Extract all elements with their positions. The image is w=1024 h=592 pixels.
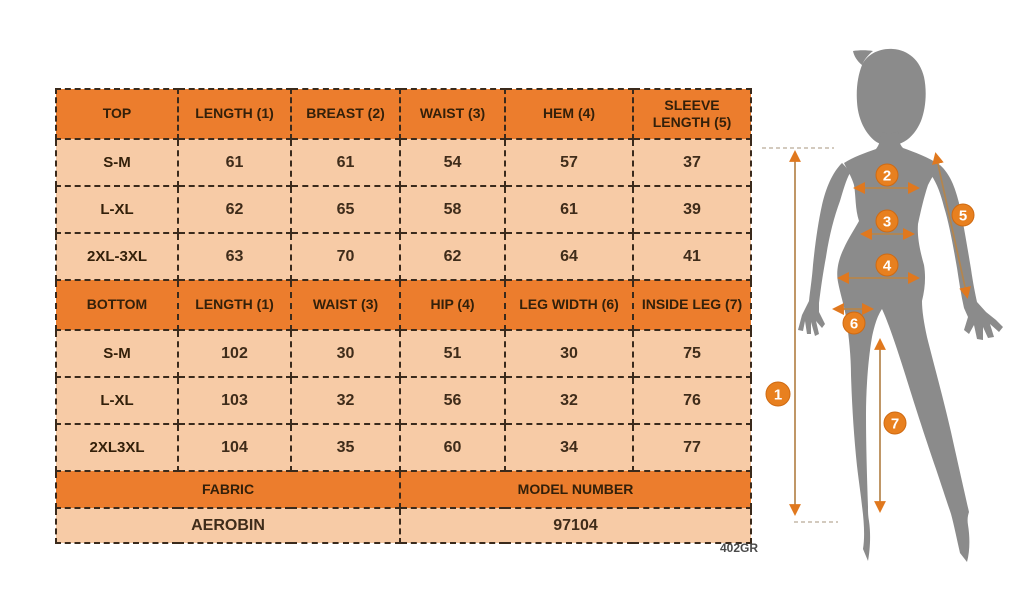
size-chart-table bbox=[55, 88, 752, 544]
row-label: S-M bbox=[56, 330, 178, 377]
row-label: L-XL bbox=[56, 377, 178, 424]
row-label: 2XL3XL bbox=[56, 424, 178, 471]
header-cell-sleeve-length: SLEEVE LENGTH (5) bbox=[633, 89, 751, 139]
header-cell-bottom: BOTTOM bbox=[56, 280, 178, 330]
measure-marker-5 bbox=[952, 204, 974, 226]
marker-number: 2 bbox=[882, 167, 892, 185]
header-cell-breast: BREAST (2) bbox=[291, 89, 400, 139]
size-cell: 103 bbox=[178, 377, 291, 424]
header-cell-waist: WAIST (3) bbox=[400, 89, 505, 139]
header-cell-hip: HIP (4) bbox=[400, 280, 505, 330]
size-cell: 64 bbox=[505, 233, 633, 280]
size-cell: 62 bbox=[400, 233, 505, 280]
size-cell: 104 bbox=[178, 424, 291, 471]
table-row bbox=[56, 330, 751, 377]
style-code: 402GR bbox=[719, 541, 758, 555]
table-row bbox=[56, 377, 751, 424]
size-cell: 41 bbox=[633, 233, 751, 280]
fabric-header-row bbox=[56, 471, 751, 508]
size-cell: 51 bbox=[400, 330, 505, 377]
size-cell: 61 bbox=[178, 139, 291, 186]
header-cell-leg-width: LEG WIDTH (6) bbox=[505, 280, 633, 330]
measurement-figure bbox=[758, 25, 1024, 592]
marker-number: 5 bbox=[958, 207, 968, 225]
size-cell: 102 bbox=[178, 330, 291, 377]
row-label: S-M bbox=[56, 139, 178, 186]
marker-number: 6 bbox=[849, 315, 859, 333]
size-cell: 70 bbox=[291, 233, 400, 280]
silhouette-right-arm bbox=[931, 165, 1003, 340]
table-row bbox=[56, 139, 751, 186]
header-cell-hem: HEM (4) bbox=[505, 89, 633, 139]
size-cell: 35 bbox=[291, 424, 400, 471]
header-cell-inside-leg: INSIDE LEG (7) bbox=[633, 280, 751, 330]
size-cell: 75 bbox=[633, 330, 751, 377]
silhouette-left-arm bbox=[798, 163, 850, 336]
measure-marker-7 bbox=[884, 412, 906, 434]
fabric-value-row bbox=[56, 508, 751, 543]
measure-marker-2 bbox=[876, 164, 898, 186]
size-cell: 30 bbox=[505, 330, 633, 377]
measure-marker-6 bbox=[843, 312, 865, 334]
size-cell: 30 bbox=[291, 330, 400, 377]
header-cell-length: LENGTH (1) bbox=[178, 280, 291, 330]
header-cell-waist: WAIST (3) bbox=[291, 280, 400, 330]
header-cell-model-number: MODEL NUMBER bbox=[400, 471, 751, 508]
table-row bbox=[56, 233, 751, 280]
header-cell-top: TOP bbox=[56, 89, 178, 139]
size-cell: 65 bbox=[291, 186, 400, 233]
size-cell: 39 bbox=[633, 186, 751, 233]
table-row bbox=[56, 186, 751, 233]
size-cell: 76 bbox=[633, 377, 751, 424]
size-cell: 61 bbox=[291, 139, 400, 186]
size-cell: 60 bbox=[400, 424, 505, 471]
marker-number: 7 bbox=[890, 415, 900, 433]
fabric-value: AEROBIN bbox=[56, 508, 400, 543]
size-cell: 57 bbox=[505, 139, 633, 186]
size-cell: 54 bbox=[400, 139, 505, 186]
header-cell-length: LENGTH (1) bbox=[178, 89, 291, 139]
table-row bbox=[56, 424, 751, 471]
row-label: L-XL bbox=[56, 186, 178, 233]
measure-marker-1 bbox=[766, 382, 790, 406]
size-cell: 56 bbox=[400, 377, 505, 424]
size-cell: 37 bbox=[633, 139, 751, 186]
marker-number: 3 bbox=[882, 213, 892, 231]
female-silhouette bbox=[798, 49, 1003, 562]
marker-number: 1 bbox=[773, 386, 783, 404]
size-cell: 34 bbox=[505, 424, 633, 471]
size-cell: 77 bbox=[633, 424, 751, 471]
model-number-value: 97104 bbox=[400, 508, 751, 543]
top-header-row bbox=[56, 89, 751, 139]
size-cell: 63 bbox=[178, 233, 291, 280]
size-cell: 32 bbox=[291, 377, 400, 424]
size-cell: 32 bbox=[505, 377, 633, 424]
header-cell-fabric: FABRIC bbox=[56, 471, 400, 508]
size-cell: 58 bbox=[400, 186, 505, 233]
measure-marker-3 bbox=[876, 210, 898, 232]
size-cell: 62 bbox=[178, 186, 291, 233]
row-label: 2XL-3XL bbox=[56, 233, 178, 280]
silhouette-hair bbox=[853, 49, 926, 146]
size-cell: 61 bbox=[505, 186, 633, 233]
measure-marker-4 bbox=[876, 254, 898, 276]
bottom-header-row bbox=[56, 280, 751, 330]
marker-number: 4 bbox=[882, 257, 892, 275]
